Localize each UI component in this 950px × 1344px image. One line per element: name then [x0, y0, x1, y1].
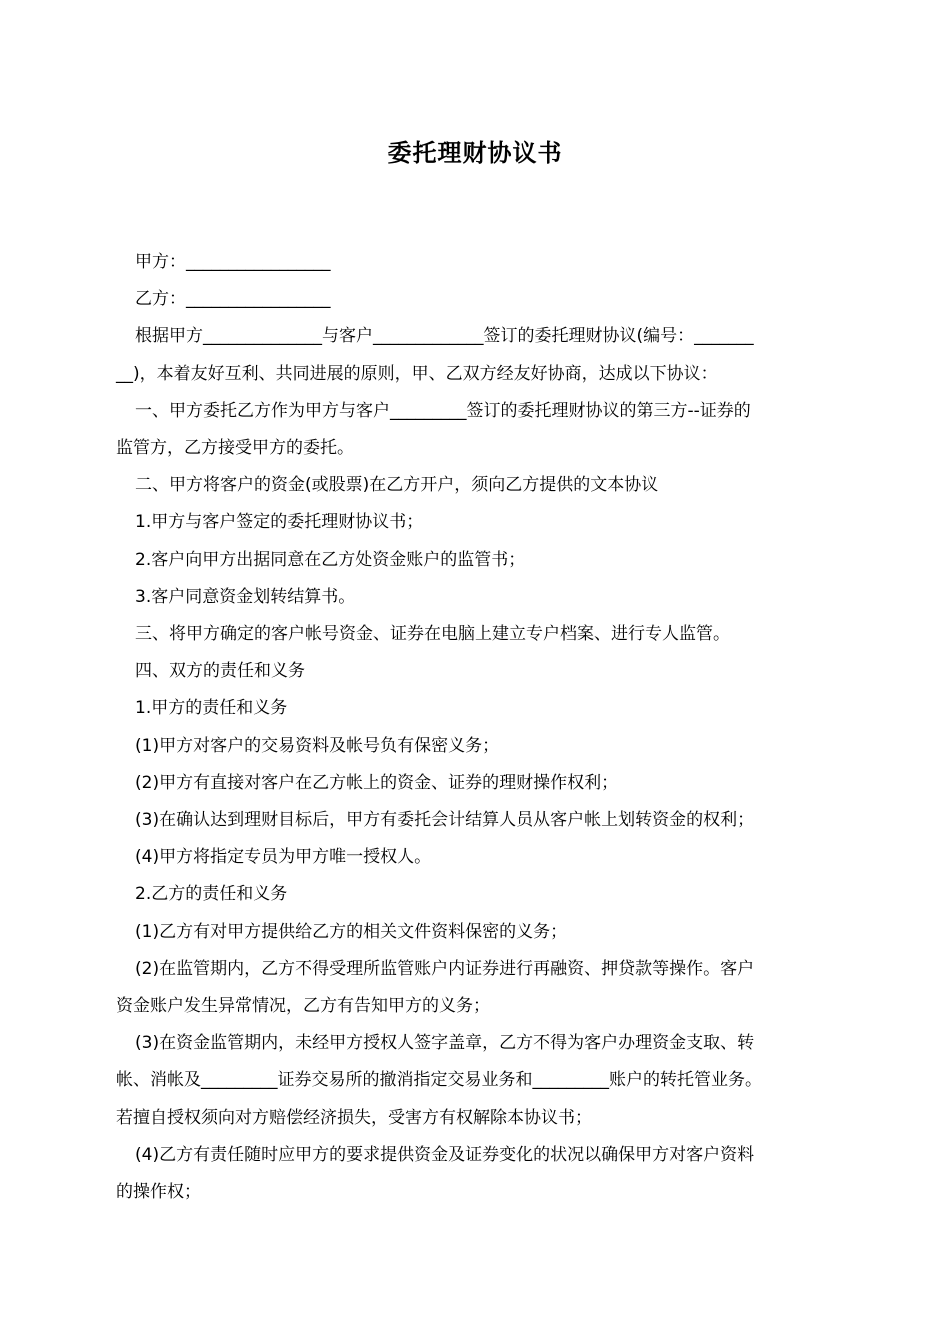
paragraph-line-clause-4-2-1: (1)乙方有对甲方提供给乙方的相关文件资料保密的义务； [135, 921, 568, 942]
paragraph-line-clause-4: 四、双方的责任和义务 [135, 661, 305, 682]
paragraph-line-party-a: 甲方：_________________ [135, 252, 331, 272]
paragraph-line-clause-2-3: 3.客户同意资金划转结算书。 [135, 586, 356, 607]
paragraph-line-clause-4-1-1: (1)甲方对客户的交易资料及帐号负有保密义务； [135, 735, 500, 756]
paragraph-line-clause-4-2-4b: 的操作权； [116, 1182, 201, 1203]
paragraph-line-clause-4-2-3c: 若擅自授权须向对方赔偿经济损失，受害方有权解除本协议书； [116, 1107, 592, 1128]
paragraph-line-clause-3: 三、将甲方确定的客户帐号资金、证券在电脑上建立专户档案、进行专人监管。 [135, 624, 730, 645]
paragraph-line-clause-4-2-2a: (2)在监管期内，乙方不得受理所监管账户内证券进行再融资、押贷款等操作。客户 [135, 958, 755, 979]
paragraph-line-clause-4-2-3a: (3)在资金监管期内，未经甲方授权人签字盖章，乙方不得为客户办理资金支取、转 [135, 1033, 755, 1054]
paragraph-line-clause-1a: 一、甲方委托乙方作为甲方与客户_________签订的委托理财协议的第三方--证券的 [135, 400, 751, 421]
paragraph-line-clause-4-2-4a: (4)乙方有责任随时应甲方的要求提供资金及证券变化的状况以确保甲方对客户资料 [135, 1144, 755, 1165]
paragraph-line-clause-4-2-3b: 帐、消帐及_________证券交易所的撤消指定交易业务和_________账户的转托管业务。 [116, 1070, 762, 1091]
paragraph-line-clause-2: 二、甲方将客户的资金(或股票)在乙方开户，须向乙方提供的文本协议 [135, 475, 659, 496]
paragraph-line-clause-4-1-3: (3)在确认达到理财目标后，甲方有委托会计结算人员从客户帐上划转资金的权利； [135, 810, 755, 831]
paragraph-line-preamble-2: __)，本着友好互利、共同进展的原则，甲、乙双方经友好协商，达成以下协议： [116, 363, 718, 384]
paragraph-line-clause-2-2: 2.客户向甲方出据同意在乙方处资金账户的监管书； [135, 549, 526, 570]
paragraph-line-party-b: 乙方：_________________ [135, 289, 331, 310]
paragraph-line-clause-4-1-4: (4)甲方将指定专员为甲方唯一授权人。 [135, 847, 432, 868]
paragraph-line-clause-2-1: 1.甲方与客户签定的委托理财协议书； [135, 512, 424, 533]
document-title: 委托理财协议书 [387, 139, 563, 167]
paragraph-line-clause-4-1-2: (2)甲方有直接对客户在乙方帐上的资金、证券的理财操作权利； [135, 772, 619, 793]
paragraph-line-preamble-1: 根据甲方______________与客户_____________签订的委托理财协议(编号：_______ [135, 326, 754, 347]
paragraph-line-clause-4-2: 2.乙方的责任和义务 [135, 884, 288, 905]
paragraph-line-clause-4-2-2b: 资金账户发生异常情况，乙方有告知甲方的义务； [116, 996, 490, 1017]
paragraph-line-clause-1b: 监管方，乙方接受甲方的委托。 [116, 438, 354, 459]
document-body [116, 244, 840, 1211]
paragraph-line-clause-4-1: 1.甲方的责任和义务 [135, 698, 288, 719]
